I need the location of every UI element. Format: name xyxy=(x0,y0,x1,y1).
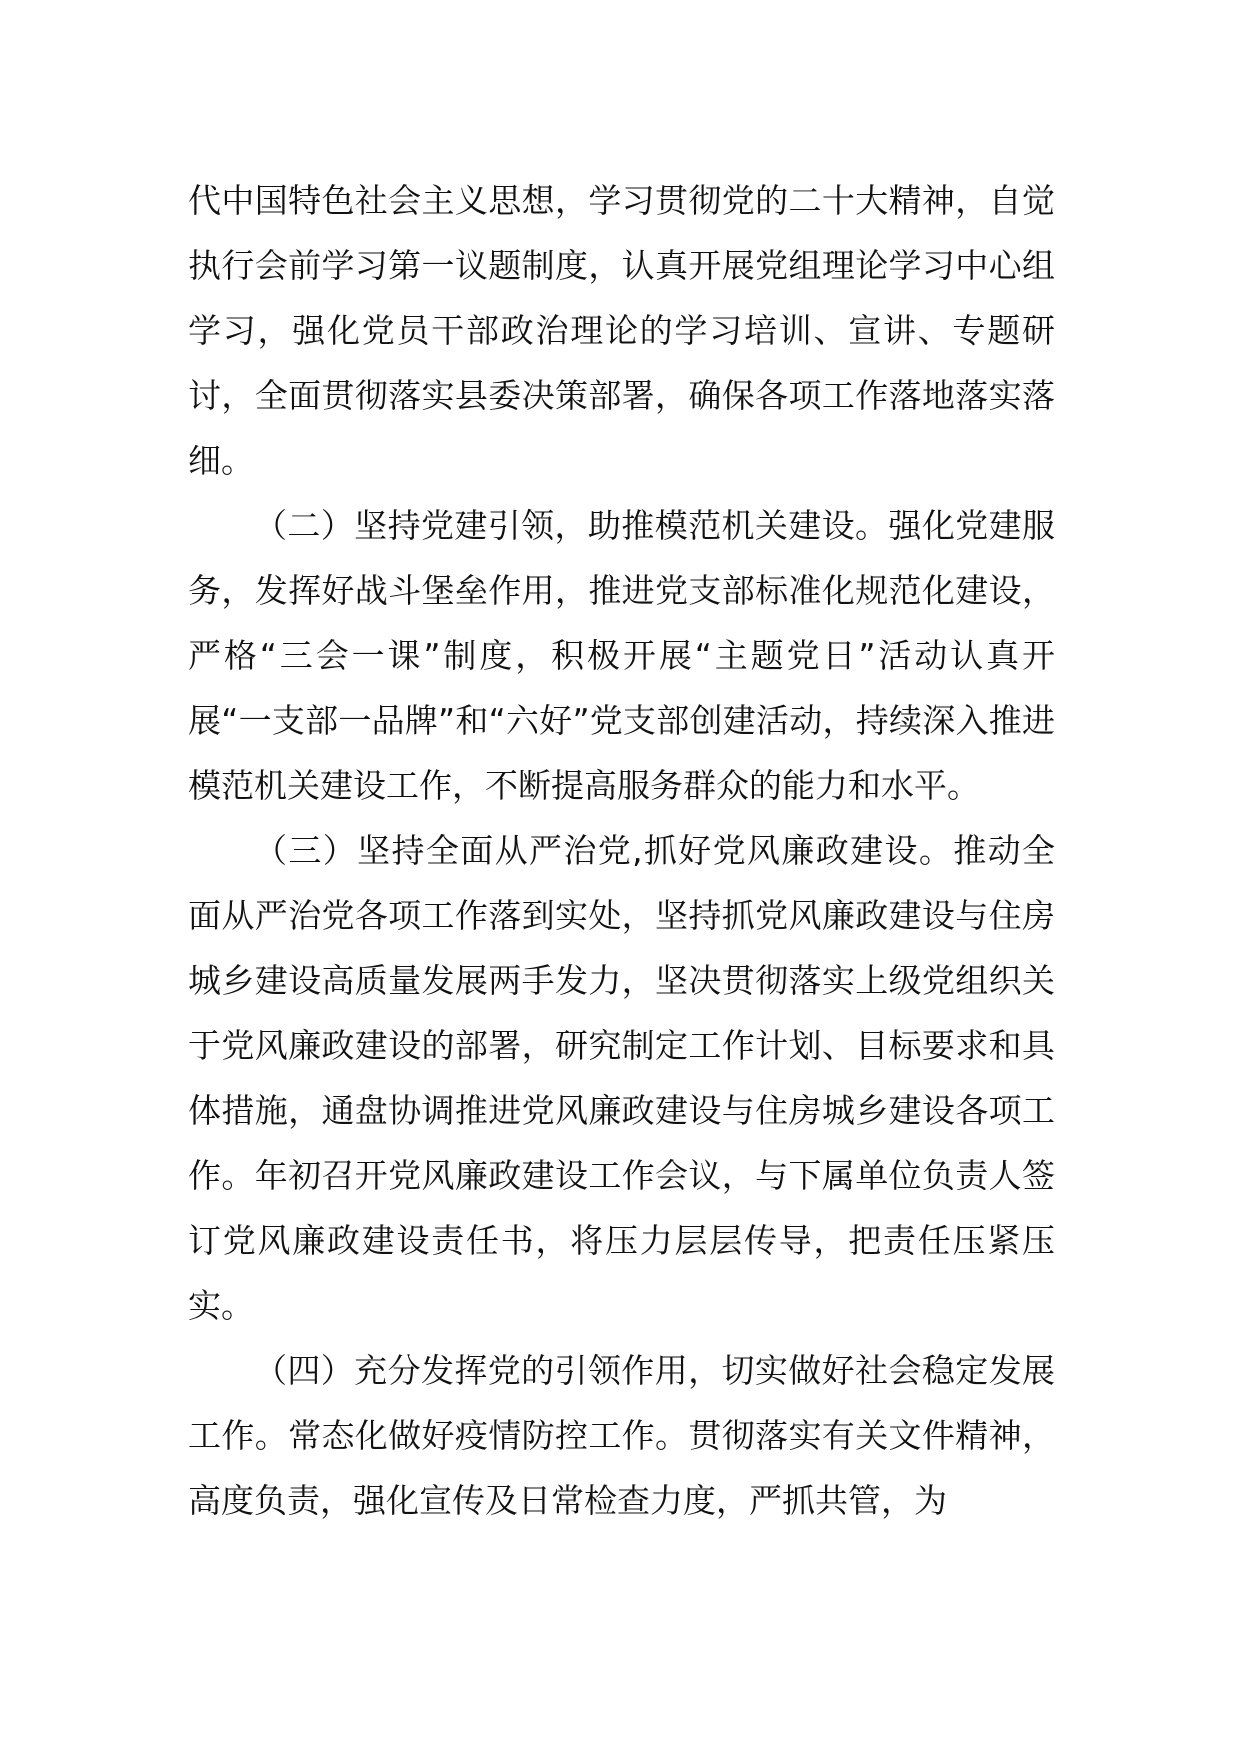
paragraph-section-2: （二）坚持党建引领，助推模范机关建设。强化党建服务，发挥好战斗堡垒作用，推进党支部标准化规范化建设，严格“三会一课”制度，积极开展“主题党日”活动认真开展“一支部一品牌”和“六好”党支部创建活动，持续深入推进模范机关建设工作，不断提高服务群众的能力和水平。 xyxy=(188,506,1055,805)
paragraph-continuation: 代中国特色社会主义思想，学习贯彻党的二十大精神，自觉执行会前学习第一议题制度，认真开展党组理论学习中心组学习，强化党员干部政治理论的学习培训、宣讲、专题研讨，全面贯彻落实县委决策部署，确保各项工作落地落实落细。 xyxy=(188,181,1055,480)
paragraph-section-3: （三）坚持全面从严治党,抓好党风廉政建设。推动全面从严治党各项工作落到实处，坚持抓党风廉政建设与住房城乡建设高质量发展两手发力，坚决贯彻落实上级党组织关于党风廉政建设的部署，研究制定工作计划、目标要求和具体措施，通盘协调推进党风廉政建设与住房城乡建设各项工作。年初召开党风廉政建设工作会议，与下属单位负责人签订党风廉政建设责任书，将压力层层传导，把责任压紧压实。 xyxy=(188,831,1055,1325)
paragraph-section-4: （四）充分发挥党的引领作用，切实做好社会稳定发展工作。常态化做好疫情防控工作。贯彻落实有关文件精神，高度负责，强化宣传及日常检查力度，严抓共管，为 xyxy=(188,1351,1055,1520)
document-body xyxy=(188,168,1055,1533)
